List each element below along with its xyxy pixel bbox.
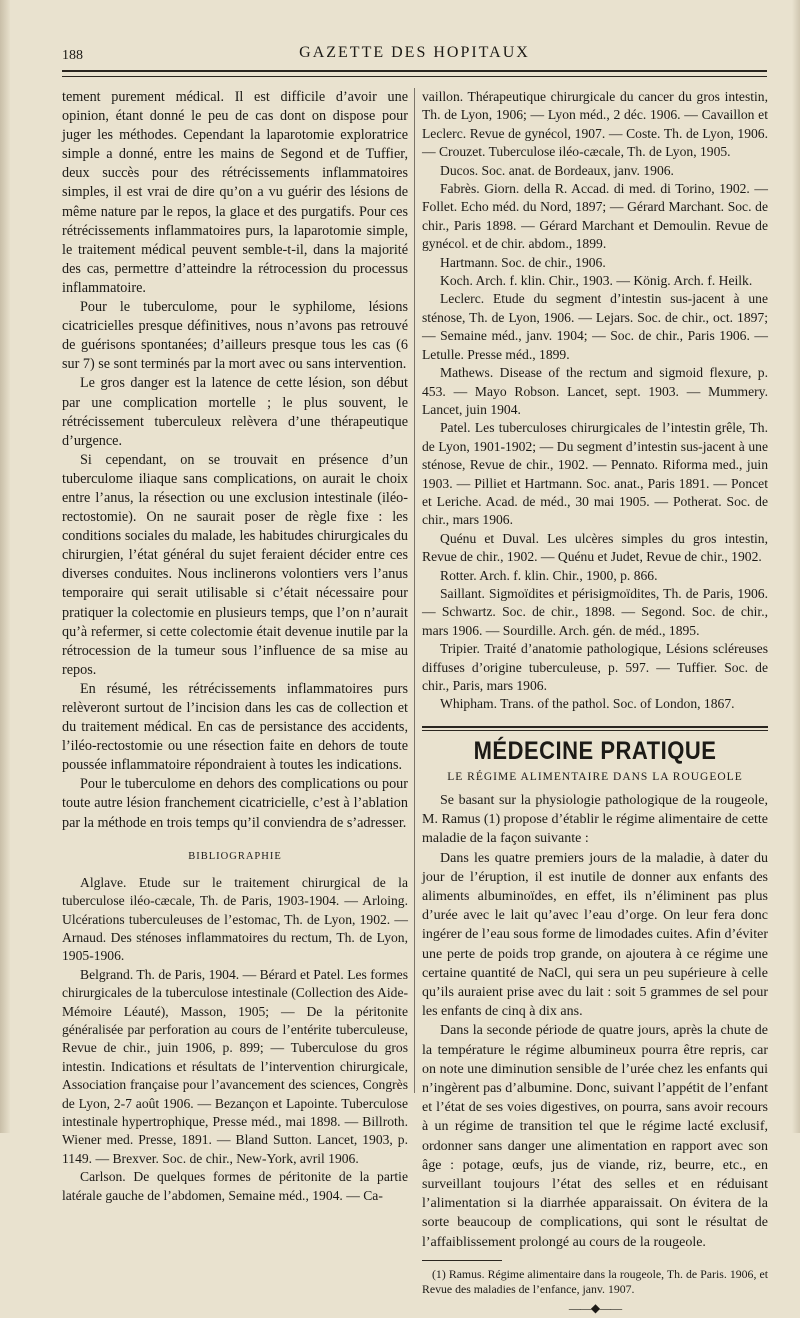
bibliography-entry: Alglave. Etude sur le traitement chirurgical de la tuberculose iléo-cæcale, Th. de Paris, 1903-1904. — Arloing. Ulcérations tuberculeuses de l’estomac, Th. de Lyon, 1902. — Arnaud. Des sténoses inflammatoires du rectum, Th. de Lyon, 1905-1906. [62, 874, 408, 964]
page-left-edge [0, 0, 10, 1133]
article-body [422, 791, 768, 1252]
bibliography-entry: Hartmann. Soc. de chir., 1906. [440, 254, 606, 270]
bibliography-entry: Belgrand. Th. de Paris, 1904. — Bérard et Patel. Les formes chirurgicales de la tuberculose intestinale (Collection des Aide-Mémoire Léauté), Masson, 1905; — De la péritonite généralisée par perforation au cours de l’entérite tuberculeuse, Revue de chir., juin 1906, p. 899; — Tuberculose du gros intestin. Indications et résultats de l’intervention chirurgicale, Association française pour l’avancement des sciences, Congrès de Lyon, 2-7 août 1906. — Bezançon et Lapointe. Tuberculose intestinale hypertrophique, Presse méd., mai 1898. — Billroth. Wiener med. Presse, 1891. — Bland Sutton. Lancet, 1903, p. 1149. — Brexver. Soc. de chir., New-York, avril 1906. [62, 966, 408, 1166]
paragraph: Le gros danger est la latence de cette lésion, son début par une complication mortelle ; le plus souvent, le rétrécissement tuberculeux relèvera d’une thérapeutique d’urgence. [62, 375, 408, 449]
bibliography-entry: Tripier. Traité d’anatomie pathologique, Lésions scléreuses diffuses d’origine tuberculeuse, p. 597. — Tuffier. Soc. de chir., Paris, mars 1906. [422, 641, 768, 693]
bibliography-entry: Saillant. Sigmoïdites et périsigmoïdites, Th. de Paris, 1906. — Schwartz. Soc. de chir., 1898. — Segond. Soc. de chir., mars 1906. — Sourdille. Arch. gén. de méd., 1895. [422, 585, 768, 638]
left-column [62, 88, 408, 1205]
section-title: MÉDECINE PRATIQUE [473, 735, 717, 765]
page-number: 188 [62, 48, 83, 63]
page-right-edge [792, 0, 800, 1133]
paragraph: Dans les quatre premiers jours de la maladie, à dater du jour de l’éruption, il est inutile de donner aux enfants des aliments albuminoïdes, en effet, ils n’éliminent pas plus d’urée avec le lait qu’avec l’eau d’orge. On leur fera donc ingérer de l’eau sous forme de limodades cuites. Afin d’éviter une perte de poids trop grande, on ajoutera à ce régime une certaine quantité de NaCl, qui sera un peu supérieure à celle qu’ils auraient prise avec du lait : soit 5 grammes de sel pour les enfants de cinq à dix ans. [422, 850, 768, 1020]
section-rule [422, 726, 768, 731]
end-ornament: ——◆—— [568, 1300, 622, 1315]
article-title: LE RÉGIME ALIMENTAIRE DANS LA ROUGEOLE [447, 770, 743, 783]
bibliography-entry: Patel. Les tuberculoses chirurgicales de l’intestin grêle, Th. de Lyon, 1901-1902; — Du segment d’intestin sus-jacent à une sténose, Revue de chir., 1902. — Pennato. Riforma med., juin 1903. — Pilliet et Hartmann. Soc. anat., Paris 1891. — Poncet et Leriche. Acad. de méd., 30 mai 1905. — Potherat. Soc. de chir., mars 1906. [422, 420, 768, 528]
journal-title: GAZETTE DES HOPITAUX [299, 44, 530, 61]
bibliography-entry: Quénu et Duval. Les ulcères simples du gros intestin, Revue de chir., 1902. — Quénu et Judet, Revue de chir., 1902. [422, 530, 768, 565]
bibliography-entry: Koch. Arch. f. klin. Chir., 1903. — König. Arch. f. Heilk. [440, 273, 753, 289]
paragraph: Pour le tuberculome, pour le syphilome, lésions cicatricielles presque définitives, nous n’avons pas retrouvé de guérisons spontanées; d’ailleurs presque tous les cas (6 sur 7) se sont terminés par la mort avec ou sans intervention. [62, 299, 408, 373]
column-divider [414, 88, 415, 1093]
bibliography [62, 874, 408, 1205]
paragraph: tement purement médical. Il est difficile d’avoir une opinion, étant donné le peu de cas dont on dispose pour juger les méthodes. Cependant la laparotomie exploratrice simple a donné, entre les mains de Segond et de Tuffier, deux succès pour des rétrécissements inflammatoires simples, il est vrai de dire qu’on a vu guérir des lésions de même nature par le repos, la glace et des purgatifs. Pour ces rétrécissements inflammatoires purs, la laparotomie simple, le traitement médical peuvent semble-t-il, dans la majorité des cas, permettre d’atteindre la rétrocession du processus inflammatoire. [62, 89, 408, 296]
footnote-text: (1) Ramus. Régime alimentaire dans la rougeole, Th. de Paris. 1906, et Revue des maladies de l’enfance, janv. 1907. [422, 1266, 768, 1296]
bibliography-entry: Rotter. Arch. f. klin. Chir., 1900, p. 866. [440, 567, 658, 583]
bibliography-entry: Mathews. Disease of the rectum and sigmoid flexure, p. 453. — Mayo Robson. Lancet, sept. 1903. — Mummery. Lancet, juin 1904. [422, 365, 768, 417]
paragraph: En résumé, les rétrécissements inflammatoires purs relèveront surtout de l’incision dans les cas de collection et du traitement médical. En cas de persistance des accidents, l’iléo-rectostomie ou une résection faite en dehors de toute poussée inflammatoire répondraient à toutes les indications. [62, 680, 408, 774]
right-column [422, 88, 768, 1318]
bibliography-entry: Fabrès. Giorn. della R. Accad. di med. di Torino, 1902. — Follet. Echo méd. du Nord, 1897; — Gérard Marchant. Soc. de chir., Paris 1898. — Gérard Marchant et Demoulin. Revue de gynécol. et de chir. abdom., 1899. [422, 181, 768, 252]
bibliography-entry: Ducos. Soc. anat. de Bordeaux, janv. 1906. [440, 162, 674, 178]
bibliography-entry: vaillon. Thérapeutique chirurgicale du cancer du gros intestin, Th. de Lyon, 1906; — Lyon méd., 2 déc. 1906. — Cavaillon et Leclerc. Revue de gynécol, 1907. — Coste. Th. de Lyon, 1906. — Crouzet. Tuberculose iléo-cæcale, Th. de Lyon, 1905. [422, 89, 768, 160]
paragraph: Se basant sur la physiologie pathologique de la rougeole, M. Ramus (1) propose d’établir le régime alimentaire de cette maladie de la façon suivante : [422, 793, 768, 847]
paragraph: Pour le tuberculome en dehors des complications ou pour toute autre lésion franchement cicatricielle, c’est à l’ablation par la méthode en trois temps qu’il conviendra de s’adresser. [62, 776, 408, 831]
bibliography-entry: Leclerc. Etude du segment d’intestin sus-jacent à une sténose, Th. de Lyon, 1906. — Lejars. Soc. de chir., oct. 1897; — Semaine méd., janv. 1904; — Soc. de chir., Paris 1906. — Letulle. Presse méd., 1899. [422, 291, 768, 362]
bibliography-entry: Carlson. De quelques formes de péritonite de la partie latérale gauche de l’abdomen, Semaine méd., 1904. — Ca- [62, 1169, 408, 1203]
footnote-rule [422, 1260, 502, 1261]
bibliography-continued [422, 88, 768, 714]
header-rule [62, 70, 767, 77]
footnote [422, 1267, 768, 1297]
bibliography-heading: BIBLIOGRAPHIE [188, 850, 282, 862]
page-header [62, 44, 767, 66]
paragraph: Si cependant, on se trouvait en présence d’un tuberculome iliaque sans complications, on aurait le choix entre l’anus, la résection ou une exclusion intestinale (iléo-rectostomie). On ne saurait poser de règle fixe : les conditions sociales du malade, les habitudes chirurgicales du chirurgien, l’état général du sujet feraient décider entre ces diverses conduites. Nous inclinerons volontiers vers l’anus temporaire qui serait utilisable si c’était nécessaire pour pratiquer la colectomie en plusieurs temps, que l’on n’aurait qu’à refermer, si cette colectomie était devenue inutile par la rétrocession de la tumeur sous l’influence de sa mise au repos. [62, 451, 408, 678]
bibliography-entry: Whipham. Trans. of the pathol. Soc. of London, 1867. [440, 696, 735, 712]
paragraph: Dans la seconde période de quatre jours, après la chute de la température le régime albumineux pourra être repris, car on note une diminution sensible de l’urée chez les enfants qui n’ingèrent pas d’albumine. Donc, suivant l’appétit de l’enfant et l’état de ses voies digestives, on pourra, sans avoir recours à un régime de transition tel que le régime lacté exclusif, ordonner sans danger une alimentation en rapport avec son âge : potage, œufs, jus de viande, riz, beurre, etc., en surveillant toujours l’état des selles et en réduisant l’alimentation si la diarrhée apparaissait. On évitera de la sorte beaucoup de complications, qui sont le résultat de l’affaiblissement prolongé au cours de la rougeole. [422, 1023, 768, 1250]
